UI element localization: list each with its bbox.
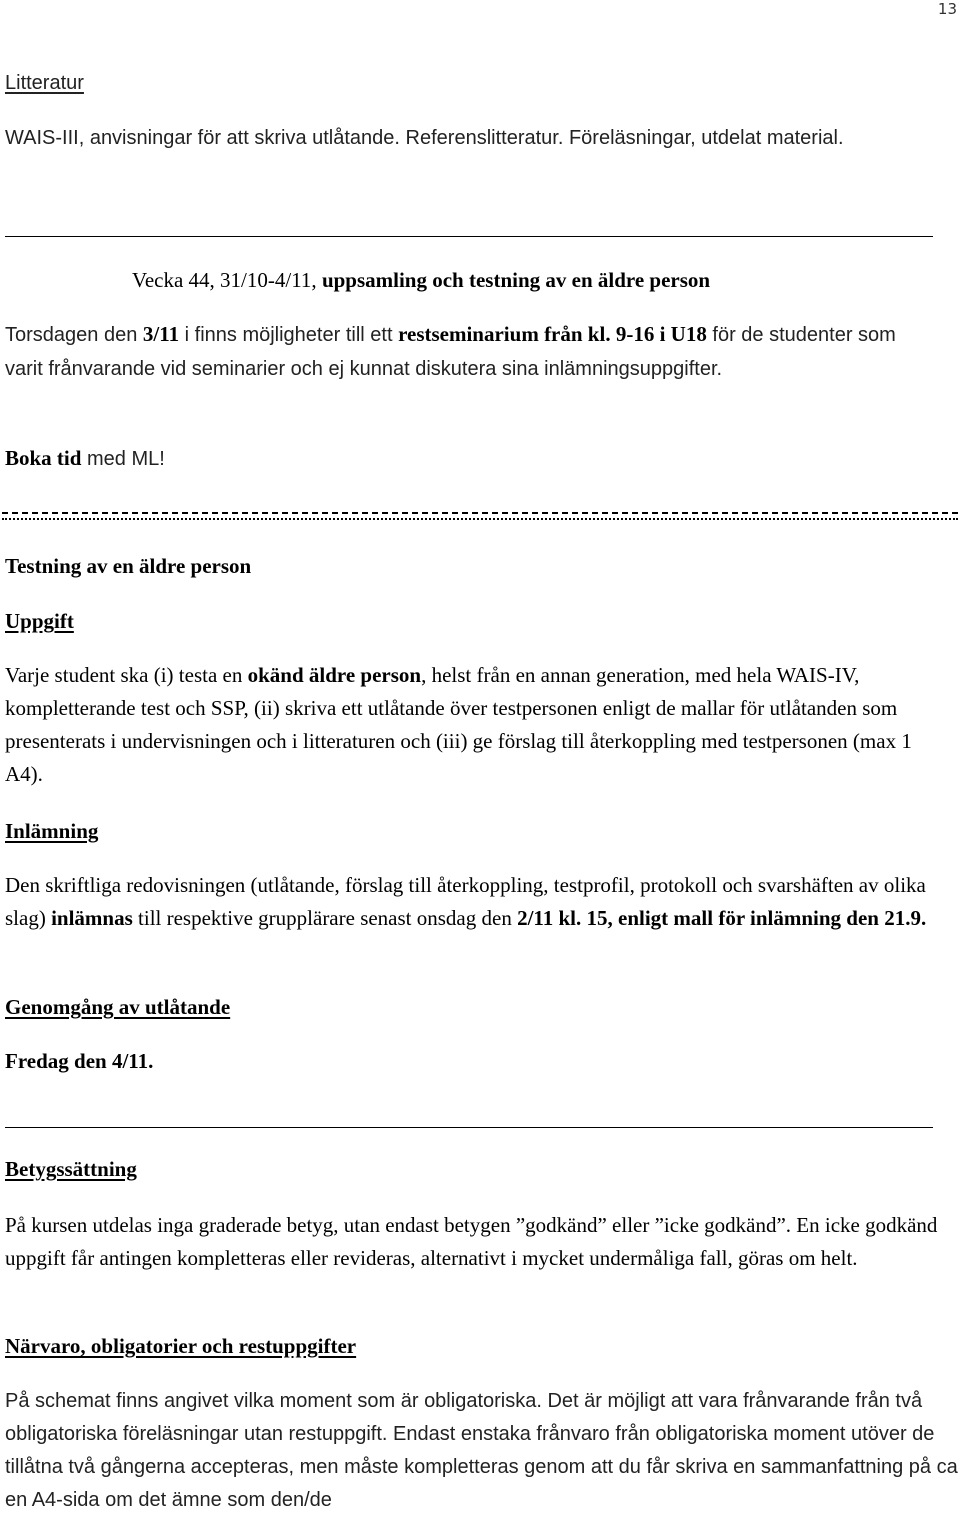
inlamning-paragraph: [5, 869, 958, 935]
narvaro-paragraph: På schemat finns angivet vilka moment som är obligatoriska. Det är möjligt att vara frånvarande från två obligatoriska föreläsningar utan restuppgift. Endast enstaka frånvaro från obligatoriska moment utöver de tillåtna två gångerna accepteras, men måste kompletteras genom att du får skriva en sammanfattning på ca en A4-sida om det ämne som den/de: [5, 1390, 958, 1511]
boka-line: [5, 442, 950, 476]
uppgift-heading: [5, 605, 950, 638]
vecka-bold: uppsamling och testning av en äldre person: [321, 268, 711, 292]
uppgift-paragraph: [5, 659, 950, 791]
dotted-separator: [2, 518, 958, 520]
uppgift-t1: Varje student ska (i) testa en: [5, 663, 248, 687]
narvaro-heading-text: Närvaro, obligatorier och restuppgifter: [5, 1334, 357, 1358]
genomgang-heading: [5, 991, 950, 1024]
divider-line: [5, 236, 933, 237]
testning-heading-text: Testning av en äldre person: [5, 554, 252, 578]
inlamning-t1: Den skriftliga redovisningen (utlåtande, förslag till återkoppling, testprofil, protokoll och svarshäften av olika slag): [5, 873, 926, 930]
torsdag-b1: 3/11: [142, 322, 180, 346]
genomgang-date-text: Fredag den 4/11.: [5, 1049, 154, 1073]
torsdag-t3: för de studenter som varit frånvarande vid seminarier och ej kunnat diskutera sina inlämningsuppgifter.: [5, 324, 896, 380]
genomgang-heading-text: Genomgång av utlåtande: [5, 995, 231, 1019]
literatur-text: WAIS-III, anvisningar för att skriva utlåtande. Referenslitteratur. Föreläsningar, utdelat material.: [5, 127, 844, 149]
uppgift-b1: okänd äldre person: [247, 663, 422, 687]
betyg-heading: [5, 1153, 950, 1186]
betyg-paragraph: På kursen utdelas inga graderade betyg, utan endast betygen ”godkänd” eller ”icke godkänd”. En icke godkänd uppgift får antingen kompletteras eller revideras, alternativt i mycket undermåliga fall, göras om helt.: [5, 1213, 938, 1270]
page-number: 13: [937, 0, 957, 18]
boka-bold: Boka tid: [5, 446, 82, 470]
torsdag-t2: i finns möjligheter till ett: [179, 324, 399, 346]
inlamning-b2: 2/11 kl. 15, enligt mall för inlämning den 21.9.: [517, 906, 927, 930]
testning-heading: [5, 550, 950, 583]
inlamning-t2: till respektive grupplärare senast onsdag den: [132, 906, 518, 930]
narvaro-heading: [5, 1330, 950, 1363]
uppgift-heading-text: Uppgift: [5, 609, 74, 633]
betyg-heading-text: Betygssättning: [5, 1157, 137, 1181]
inlamning-heading: [5, 815, 950, 848]
divider-line-2: [5, 1127, 933, 1128]
inlamning-heading-text: Inlämning: [5, 819, 99, 843]
literatur-heading: Litteratur: [5, 72, 84, 94]
vecka-heading: [132, 264, 950, 297]
dashed-separator: [2, 512, 958, 514]
torsdag-t1: Torsdagen den: [5, 324, 143, 346]
boka-rest: med ML!: [81, 448, 165, 470]
genomgang-date: [5, 1045, 950, 1078]
torsdag-b2: restseminarium från kl. 9-16 i U18: [398, 322, 707, 346]
inlamning-b1: inlämnas: [51, 906, 133, 930]
uppgift-t2: , helst från en annan generation, med hela WAIS-IV, kompletterande test och SSP, (ii) skriva ett utlåtande över testpersonen enligt de mallar för utlåtanden som presenterats i undervisningen och i litteraturen och (iii) ge förslag till återkoppling med testpersonen (max 1 A4).: [5, 663, 912, 786]
torsdag-paragraph: [5, 318, 935, 386]
vecka-prefix: Vecka 44, 31/10-4/11,: [132, 268, 322, 292]
